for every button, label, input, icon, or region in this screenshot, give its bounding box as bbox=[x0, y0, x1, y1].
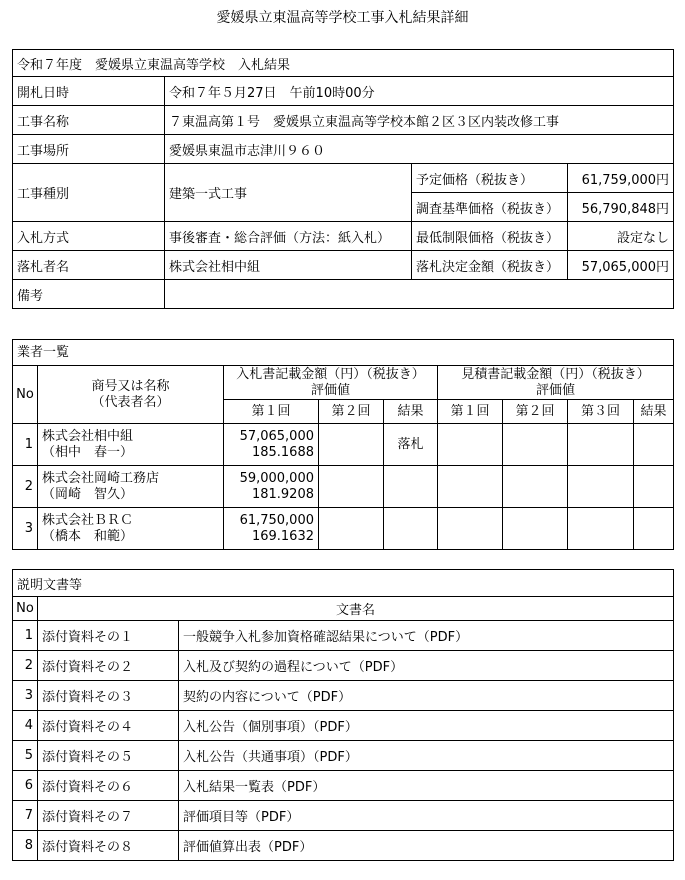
doc-link[interactable]: 入札公告（個別事項）（PDF） bbox=[179, 711, 674, 741]
bidder-est3 bbox=[568, 424, 634, 466]
winner-value: 株式会社相中組 bbox=[165, 251, 412, 280]
list-item[interactable] bbox=[13, 771, 674, 801]
doc-no: 5 bbox=[13, 741, 38, 771]
bidder-rep: （岡崎 智久） bbox=[42, 486, 134, 502]
bidder-no: 1 bbox=[13, 424, 38, 466]
place-value: 愛媛県東温市志津川９６０ bbox=[165, 135, 674, 164]
bidder-amount: 57,065,000 bbox=[239, 428, 314, 444]
bidder-score: 185.1688 bbox=[251, 444, 314, 460]
bidder-amount: 59,000,000 bbox=[239, 470, 314, 486]
estimate-round1: 第１回 bbox=[438, 400, 503, 424]
award-label: 落札決定金額（税抜き） bbox=[412, 251, 568, 280]
bidder-name-cell bbox=[38, 424, 224, 466]
bidder-amount-cell bbox=[224, 508, 319, 550]
bidder-round2 bbox=[319, 508, 384, 550]
bidder-est1 bbox=[438, 424, 503, 466]
estimate-round3: 第３回 bbox=[568, 400, 634, 424]
bid-result: 結果 bbox=[384, 400, 438, 424]
page-title: 愛媛県立東温高等学校工事入札結果詳細 bbox=[216, 10, 469, 26]
bidder-est2 bbox=[503, 424, 568, 466]
estimate-group-line2: 評価値 bbox=[536, 382, 576, 398]
opening-label: 開札日時 bbox=[13, 77, 165, 106]
place-label: 工事場所 bbox=[13, 135, 165, 164]
doc-label: 添付資料その７ bbox=[38, 801, 179, 831]
bidder-est3 bbox=[568, 466, 634, 508]
bidder-no: 3 bbox=[13, 508, 38, 550]
list-item[interactable] bbox=[13, 831, 674, 861]
doc-label: 添付資料その１ bbox=[38, 621, 179, 651]
doc-link[interactable]: 一般競争入札参加資格確認結果について（PDF） bbox=[179, 621, 674, 651]
documents-col-doc: 文書名 bbox=[38, 597, 674, 621]
bidder-name-cell bbox=[38, 466, 224, 508]
bidder-rep: （相中 春一） bbox=[42, 444, 134, 460]
opening-value: 令和７年５月27日 午前10時00分 bbox=[165, 77, 674, 106]
bidder-round2 bbox=[319, 466, 384, 508]
list-item[interactable] bbox=[13, 711, 674, 741]
bidder-est2 bbox=[503, 508, 568, 550]
bidder-rep: （橋本 和範） bbox=[42, 528, 134, 544]
doc-label: 添付資料その６ bbox=[38, 771, 179, 801]
min-price-label: 最低制限価格（税抜き） bbox=[412, 222, 568, 251]
survey-price-label: 調査基準価格（税抜き） bbox=[412, 193, 568, 222]
planned-price-label: 予定価格（税抜き） bbox=[412, 164, 568, 193]
estimate-group-line1: 見積書記載金額（円）（税抜き） bbox=[461, 366, 650, 382]
min-price-value: 設定なし bbox=[568, 222, 674, 251]
doc-link[interactable]: 評価値算出表（PDF） bbox=[179, 831, 674, 861]
doc-no: 1 bbox=[13, 621, 38, 651]
bidders-table bbox=[12, 339, 674, 550]
method-label: 入札方式 bbox=[13, 222, 165, 251]
table-row bbox=[13, 424, 674, 466]
list-item[interactable] bbox=[13, 741, 674, 771]
bid-group-line1: 入札書記載金額（円）（税抜き） bbox=[236, 366, 425, 382]
doc-no: 3 bbox=[13, 681, 38, 711]
bidder-no: 2 bbox=[13, 466, 38, 508]
list-item[interactable] bbox=[13, 681, 674, 711]
list-item[interactable] bbox=[13, 801, 674, 831]
bidder-est2 bbox=[503, 466, 568, 508]
bid-round2: 第２回 bbox=[319, 400, 384, 424]
bidder-est3 bbox=[568, 508, 634, 550]
doc-label: 添付資料その５ bbox=[38, 741, 179, 771]
bidder-result: 落札 bbox=[384, 424, 438, 466]
bidder-score: 181.9208 bbox=[251, 486, 314, 502]
bidder-result bbox=[384, 466, 438, 508]
name-value: ７東温高第１号 愛媛県立東温高等学校本館２区３区内装改修工事 bbox=[165, 106, 674, 135]
doc-link[interactable]: 入札公告（共通事項）（PDF） bbox=[179, 741, 674, 771]
bidder-name: 株式会社ＢＲＣ bbox=[42, 512, 134, 528]
winner-label: 落札者名 bbox=[13, 251, 165, 280]
col-no: No bbox=[13, 366, 38, 424]
doc-label: 添付資料その３ bbox=[38, 681, 179, 711]
bidder-result bbox=[384, 508, 438, 550]
bidder-est1 bbox=[438, 508, 503, 550]
documents-heading: 説明文書等 bbox=[13, 570, 674, 597]
remarks-label: 備考 bbox=[13, 280, 165, 309]
bid-group-line2: 評価値 bbox=[310, 382, 350, 398]
bidder-score: 169.1632 bbox=[251, 528, 314, 544]
name-label: 工事名称 bbox=[13, 106, 165, 135]
doc-label: 添付資料その４ bbox=[38, 711, 179, 741]
table-row bbox=[13, 466, 674, 508]
bidder-amount-cell bbox=[224, 466, 319, 508]
doc-no: 8 bbox=[13, 831, 38, 861]
bidder-est-result bbox=[634, 424, 674, 466]
type-label: 工事種別 bbox=[13, 164, 165, 222]
doc-label: 添付資料その２ bbox=[38, 651, 179, 681]
col-name-line1: 商号又は名称 bbox=[91, 378, 170, 394]
summary-heading: 令和７年度 愛媛県立東温高等学校 入札結果 bbox=[13, 50, 674, 77]
bidder-amount: 61,750,000 bbox=[239, 512, 314, 528]
remarks-value bbox=[165, 280, 674, 309]
bidder-round2 bbox=[319, 424, 384, 466]
type-value: 建築一式工事 bbox=[165, 164, 412, 222]
doc-link[interactable]: 契約の内容について（PDF） bbox=[179, 681, 674, 711]
doc-label: 添付資料その８ bbox=[38, 831, 179, 861]
documents-table bbox=[12, 569, 674, 861]
documents-col-no: No bbox=[13, 597, 38, 621]
list-item[interactable] bbox=[13, 651, 674, 681]
doc-no: 7 bbox=[13, 801, 38, 831]
estimate-round2: 第２回 bbox=[503, 400, 568, 424]
method-value: 事後審査・総合評価（方法：紙入札） bbox=[165, 222, 412, 251]
summary-table bbox=[12, 49, 674, 309]
col-name bbox=[38, 366, 224, 424]
table-row bbox=[13, 508, 674, 550]
doc-link[interactable]: 入札及び契約の過程について（PDF） bbox=[179, 651, 674, 681]
bidder-name: 株式会社相中組 bbox=[42, 428, 134, 444]
bidder-est-result bbox=[634, 466, 674, 508]
survey-price-value: 56,790,848円 bbox=[568, 193, 674, 222]
col-name-line2: （代表者名） bbox=[91, 394, 170, 410]
bid-group-header bbox=[224, 366, 438, 400]
bid-round1: 第１回 bbox=[224, 400, 319, 424]
award-value: 57,065,000円 bbox=[568, 251, 674, 280]
doc-no: 6 bbox=[13, 771, 38, 801]
doc-no: 4 bbox=[13, 711, 38, 741]
doc-link[interactable]: 入札結果一覧表（PDF） bbox=[179, 771, 674, 801]
estimate-group-header bbox=[438, 366, 674, 400]
doc-link[interactable]: 評価項目等（PDF） bbox=[179, 801, 674, 831]
estimate-result: 結果 bbox=[634, 400, 674, 424]
list-item[interactable] bbox=[13, 621, 674, 651]
doc-no: 2 bbox=[13, 651, 38, 681]
bidder-name-cell bbox=[38, 508, 224, 550]
bidder-amount-cell bbox=[224, 424, 319, 466]
planned-price-value: 61,759,000円 bbox=[568, 164, 674, 193]
bidders-heading: 業者一覧 bbox=[13, 340, 674, 366]
bidder-est1 bbox=[438, 466, 503, 508]
bidder-est-result bbox=[634, 508, 674, 550]
bidder-name: 株式会社岡崎工務店 bbox=[42, 470, 160, 486]
